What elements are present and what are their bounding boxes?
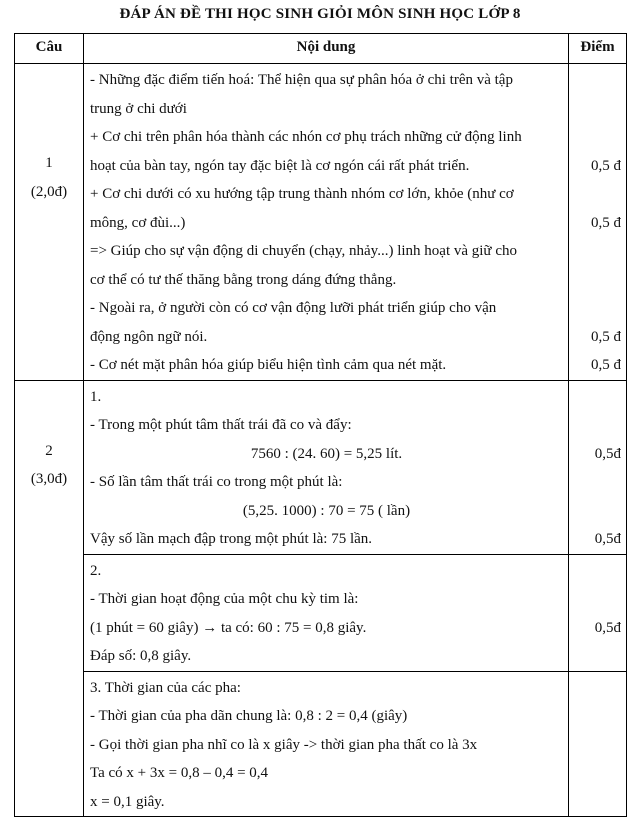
- q1-number: 1: [45, 155, 53, 171]
- q2-part2-content: [84, 554, 569, 671]
- q1-score: [569, 123, 621, 152]
- q2-part1-formula: (5,25. 1000) : 70 = 75 ( lần): [242, 502, 411, 519]
- q1-line: - Cơ nét mặt phân hóa giúp biểu hiện tình cảm qua nét mặt.: [90, 357, 447, 373]
- q2-part2-line: - Thời gian hoạt động của một chu kỳ tim là:: [90, 591, 359, 607]
- q1-line: mông, cơ đùi...): [90, 214, 186, 231]
- q1-score: 0,5 đ: [591, 357, 621, 373]
- q2-part1-line: Vậy số lần mạch đập trong một phút là: 75 lần.: [90, 531, 373, 547]
- q2-part3-line: - Thời gian của pha dãn chung là: 0,8 : 2 = 0,4 (giây): [90, 708, 408, 724]
- q1-line: => Giúp cho sự vận động di chuyển (chạy, nhảy...) linh hoạt và giữ cho: [90, 243, 517, 259]
- q2-part2-score: [569, 585, 621, 614]
- table-header-row: [15, 34, 627, 64]
- q2-part1-score: [569, 468, 621, 497]
- header-cau: Câu: [15, 34, 84, 64]
- q2-part1-content: [84, 380, 569, 554]
- q1-score: [569, 95, 621, 124]
- q1-score: [569, 294, 621, 323]
- q1-line: - Những đặc điểm tiến hoá: Thể hiện qua sự phân hóa ở chi trên và tập: [90, 72, 513, 88]
- q1-scores: [569, 64, 627, 381]
- table-row-q2-part3: [15, 671, 627, 817]
- q1-label-cell: [15, 64, 84, 381]
- q2-part3-line: x = 0,1 giây.: [90, 793, 165, 810]
- q2-part3-line: Ta có x + 3x = 0,8 – 0,4 = 0,4: [90, 765, 269, 781]
- q2-part1-score: 0,5đ: [594, 445, 621, 462]
- q1-score: [569, 66, 621, 95]
- header-noi-dung: Nội dung: [84, 34, 569, 64]
- q1-content: [84, 64, 569, 381]
- q1-line: - Ngoài ra, ở người còn có cơ vận động lưỡi phát triển giúp cho vận: [90, 300, 497, 316]
- q2-part1-score: 0,5đ: [594, 531, 621, 547]
- q1-line: trung ở chi dưới: [90, 100, 187, 117]
- answer-table: [14, 33, 627, 817]
- q2-part1-line: - Số lần tâm thất trái co trong một phút là:: [90, 474, 343, 490]
- q2-part2-line: 2.: [90, 562, 102, 579]
- q1-line: hoạt của bàn tay, ngón tay đặc biệt là cơ ngón cái rất phát triển.: [90, 157, 470, 174]
- q1-score: 0,5 đ: [591, 214, 621, 231]
- q2-part1-line: 1.: [90, 388, 102, 405]
- q2-part1-score: [569, 497, 621, 526]
- q1-points: (2,0đ): [30, 183, 68, 200]
- table-row-q2-part1: [15, 380, 627, 554]
- q2-part2-score: 0,5đ: [594, 619, 621, 636]
- q2-part2-scores: [569, 554, 627, 671]
- q2-part2-score: [569, 557, 621, 586]
- q1-line: động ngôn ngữ nói.: [90, 328, 208, 345]
- q2-part1-line: - Trong một phút tâm thất trái đã co và đẩy:: [90, 417, 352, 433]
- q1-line: + Cơ chi trên phân hóa thành các nhón cơ phụ trách những cử động linh: [90, 129, 522, 145]
- q2-part3-scores: [569, 671, 627, 817]
- q1-score: [569, 237, 621, 266]
- q2-part1-score: [569, 411, 621, 440]
- q1-line: + Cơ chi dưới có xu hướng tập trung thành nhóm cơ lớn, khỏe (như cơ: [90, 186, 514, 202]
- table-row-q1: [15, 64, 627, 381]
- q2-number: 2: [45, 442, 53, 459]
- q2-part2-line: Đáp số: 0,8 giây.: [90, 648, 192, 664]
- q2-label-cell: [15, 380, 84, 817]
- q2-part1-score: [569, 383, 621, 412]
- q2-part3-line: 3. Thời gian của các pha:: [90, 679, 241, 696]
- header-diem: Điểm: [569, 34, 627, 64]
- q1-line: cơ thể có tư thế thăng bằng trong dáng đứng thẳng.: [90, 271, 397, 288]
- q2-part1-formula: 7560 : (24. 60) = 5,25 lít.: [250, 445, 403, 462]
- q2-part1-scores: [569, 380, 627, 554]
- q1-score: 0,5 đ: [591, 328, 621, 345]
- page-title: ĐÁP ÁN ĐỀ THI HỌC SINH GIỎI MÔN SINH HỌC LỚP 8: [119, 6, 521, 22]
- q2-part3-content: [84, 671, 569, 817]
- q2-part2-line: (1 phút = 60 giây) → ta có: 60 : 75 = 0,8 giây.: [90, 619, 367, 636]
- q1-score: [569, 180, 621, 209]
- q2-part2-score: [569, 642, 621, 671]
- q2-points: (3,0đ): [30, 471, 68, 487]
- q2-part3-line: - Gọi thời gian pha nhĩ co là x giây -> thời gian pha thất co là 3x: [90, 736, 478, 753]
- q1-score: [569, 266, 621, 295]
- q1-score: 0,5 đ: [591, 157, 621, 174]
- table-row-q2-part2: [15, 554, 627, 671]
